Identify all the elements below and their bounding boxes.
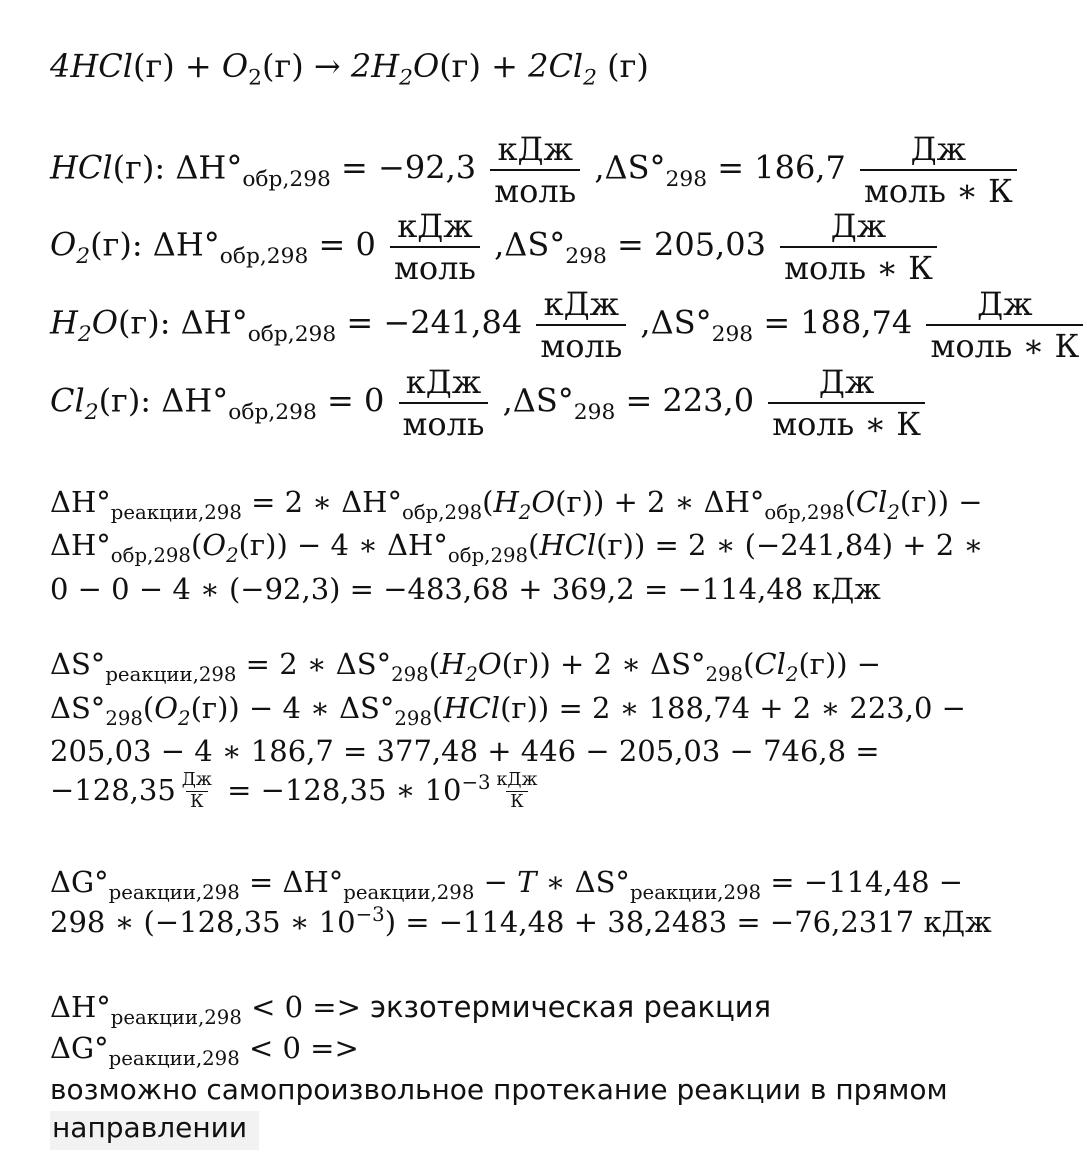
subscript: 2 (226, 543, 239, 567)
substance-row-o2 (50, 207, 941, 287)
equals: = (707, 148, 755, 187)
subscript: обр,298 (401, 500, 483, 524)
delta-s-symbol: ΔS° (574, 865, 630, 899)
expr: − (847, 647, 882, 681)
expr: = −114,48 − (761, 865, 964, 899)
delta-h-symbol: ΔH° (50, 990, 111, 1024)
expr: 205,03 − 4 ∗ 186,7 = 377,48 + 446 − 205,03 − 746,8 = (50, 734, 880, 768)
phase: (г) (238, 528, 277, 562)
expr: 0 − 0 − 4 ∗ (−92,3) = −483,68 + 369,2 = −114,48 кДж (50, 572, 881, 606)
unit-j-per-mol-k (768, 363, 925, 443)
coef: 2 (528, 47, 549, 85)
subscript: обр,298 (228, 400, 317, 426)
expr: = 2 ∗ (236, 647, 336, 681)
unit-den: моль ∗ К (768, 402, 925, 440)
unit-num: Дж (818, 363, 875, 401)
unit-kj-per-mol (490, 130, 580, 210)
reaction-equation (50, 47, 649, 91)
formula: Cl (50, 381, 85, 420)
subscript: 298 (665, 167, 708, 193)
expr: + 2 ∗ (550, 647, 651, 681)
subscript: реакции,298 (110, 1005, 242, 1029)
enthalpy-value: −241,84 (383, 303, 523, 342)
unit-den: моль ∗ К (780, 246, 937, 284)
phase: (г) (500, 691, 538, 725)
delta-s-symbol: ΔS° (604, 148, 666, 187)
phase: (г) (555, 485, 593, 519)
unit-den: моль (490, 169, 580, 207)
delta-h-symbol: ΔH° (152, 225, 220, 264)
expr: − 4 ∗ (239, 691, 340, 725)
subscript: реакции,298 (110, 500, 242, 524)
enthalpy-line-1: $\Delta H^\circ_{реакции,298} = 2$ ∗ $\Delta H^\circ_{обр,298}(H_2O(г)) + 2$ ∗ $\Delta H^\circ_{обр,298}(Cl_2(г))$ − (50, 485, 983, 524)
plus: + (480, 47, 529, 85)
formula-tail: O (477, 647, 502, 681)
conclusion-text: экзотермическая реакция (370, 990, 772, 1024)
subscript: 2 (178, 706, 191, 730)
arrow: → (303, 47, 351, 85)
unit-num: кДж (543, 285, 620, 323)
phase: (г): (98, 381, 162, 420)
subscript: реакции,298 (105, 662, 237, 686)
subscript: обр,298 (110, 543, 191, 567)
unit-num: Дж (830, 207, 887, 245)
substance-row-hcl (50, 130, 1021, 210)
delta-s-symbol: ΔS° (335, 647, 392, 681)
substance-row-cl2 (50, 363, 929, 443)
expr: + 2 ∗ (604, 485, 704, 519)
phase: (г) (899, 485, 938, 519)
unit-kj-per-mol (390, 207, 480, 287)
subscript: 298 (573, 400, 616, 426)
subscript: обр,298 (219, 244, 309, 270)
phase: (г): (112, 148, 176, 187)
expr: − (474, 865, 518, 899)
subscript: реакции,298 (629, 880, 762, 904)
unit-j-per-mol-k (926, 285, 1083, 365)
unit-den: моль ∗ К (860, 169, 1017, 207)
subscript: 298 (391, 662, 429, 686)
unit-num: кДж (496, 770, 538, 790)
phase: (г) (439, 47, 481, 85)
formula-hcl: HCl (70, 47, 133, 85)
delta-h-symbol: ΔH° (180, 303, 248, 342)
unit-num: Дж (977, 285, 1033, 323)
entropy-value: 223,0 (662, 381, 755, 420)
delta-h-symbol: ΔH° (387, 528, 448, 562)
unit-den: моль (399, 402, 489, 440)
exponent: −3 (461, 771, 491, 795)
subscript: обр,298 (247, 322, 337, 348)
unit-num: кДж (497, 130, 573, 168)
expr: = 2 ∗ (−241,84) + 2 ∗ (645, 528, 984, 562)
exponent: −3 (355, 903, 385, 927)
conclusion-text-highlighted: направлении (50, 1111, 259, 1150)
expr: ) = −114,48 + 38,2483 = −76,2317 кДж (384, 905, 992, 939)
delta-s-symbol: ΔS° (50, 647, 106, 681)
enthalpy-line-2: $\Delta H^\circ_{обр,298}(O_2(г)) - 4$ ∗ $\Delta H^\circ_{обр,298}(HCl(г)) = 2$ ∗ (−241,84) + 2 ∗ (50, 528, 984, 567)
conclusion-text-line-1 (50, 1073, 948, 1106)
formula-tail: O (531, 485, 556, 519)
subscript: 2 (465, 662, 478, 686)
comma: , (584, 148, 605, 187)
gibbs-line-1 (50, 865, 964, 904)
unit-den: моль (390, 246, 480, 284)
entropy-value: 205,03 (653, 225, 766, 264)
subscript: 2 (887, 500, 900, 524)
enthalpy-value: 0 (355, 225, 376, 264)
equals: = (606, 225, 654, 264)
unit-den: моль (536, 324, 626, 362)
subscript: реакции,298 (108, 880, 240, 904)
formula: H (50, 303, 78, 342)
conclusion-enthalpy (50, 990, 772, 1029)
equals: = (336, 303, 384, 342)
delta-g-symbol: ΔG° (50, 865, 109, 899)
entropy-line-1: $\Delta S^\circ_{реакции,298} = 2$ ∗ $\Delta S^\circ_{298}(H_2O(г)) + 2$ ∗ $\Delta S^\circ_{298}(Cl_2(г))$ − (50, 647, 882, 686)
delta-s-symbol: ΔS° (650, 647, 706, 681)
conclusion-gibbs (50, 1031, 359, 1070)
delta-s-symbol: ΔS° (504, 225, 566, 264)
formula: Cl (855, 485, 888, 519)
subscript: 2 (583, 65, 597, 91)
subscript: обр,298 (764, 500, 845, 524)
unit-kj-per-mol (536, 285, 626, 365)
formula: O (154, 691, 179, 725)
formula: HCl (443, 691, 501, 725)
unit-num: Дж (910, 130, 967, 168)
unit-num: Дж (181, 770, 212, 790)
formula-tail: O (91, 303, 118, 342)
subscript: 298 (565, 244, 607, 270)
entropy-line-2: $\Delta S^\circ_{298}(O_2(г)) - 4$ ∗ $\Delta S^\circ_{298}(HCl(г)) = 2$ ∗ 188,74 + 2 ∗ 223,0 − (50, 691, 966, 730)
expr: = 2 ∗ (241, 485, 342, 519)
subscript: 298 (394, 706, 432, 730)
delta-s-symbol: ΔS° (339, 691, 395, 725)
phase: (г) (190, 691, 229, 725)
phase: (г) (132, 47, 175, 85)
phase: (г) (261, 47, 304, 85)
comma: , (492, 381, 513, 420)
unit-kj-per-k (493, 772, 542, 812)
subscript: 298 (711, 322, 754, 348)
entropy-line-3 (50, 734, 880, 768)
expr: = (239, 865, 283, 899)
subscript: реакции,298 (108, 1046, 240, 1070)
phase: (г): (90, 225, 153, 264)
conclusion-text: возможно самопроизвольное протекание реакции в прямом (50, 1073, 948, 1106)
delta-h-symbol: ΔH° (50, 485, 111, 519)
subscript: 298 (105, 706, 143, 730)
formula-o2: O (221, 47, 249, 85)
expr: − 4 ∗ (287, 528, 388, 562)
equals: = (330, 148, 379, 187)
delta-s-symbol: ΔS° (512, 381, 574, 420)
unit-kj-per-mol (399, 363, 489, 443)
phase: (г) (597, 47, 649, 85)
plus: + (174, 47, 222, 85)
delta-h-symbol: ΔH° (341, 485, 402, 519)
substance-row-h2o (50, 285, 1087, 365)
temperature-symbol: T (517, 865, 537, 899)
formula: O (50, 225, 77, 264)
unit-den: К (506, 791, 527, 811)
subscript: реакции,298 (343, 880, 475, 904)
delta-h-symbol: ΔH° (161, 381, 229, 420)
unit-den: моль ∗ К (926, 324, 1083, 362)
formula: HCl (539, 528, 597, 562)
formula: Cl (754, 647, 786, 681)
expr: ∗ (536, 865, 575, 899)
delta-g-symbol: ΔG° (50, 1031, 109, 1065)
expr: = 2 ∗ 188,74 + 2 ∗ 223,0 − (549, 691, 966, 725)
subscript: 2 (785, 662, 799, 686)
unit-den: К (186, 791, 207, 811)
phase: (г) (596, 528, 634, 562)
expr: − (949, 485, 983, 519)
conclusion-text-line-2 (50, 1111, 259, 1144)
equals: = (316, 381, 364, 420)
subscript: 2 (76, 244, 91, 270)
unit-num: кДж (405, 363, 482, 401)
delta-h-symbol: ΔH° (282, 865, 344, 899)
enthalpy-value: 0 (363, 381, 385, 420)
formula-cl2: Cl (548, 47, 584, 85)
entropy-value: 186,7 (754, 148, 846, 187)
formula: HCl (50, 148, 113, 187)
relation: < 0 => (241, 990, 371, 1024)
subscript: 298 (705, 662, 744, 686)
formula: H (493, 485, 519, 519)
equals: = (308, 225, 356, 264)
formula-h2o: H (371, 47, 400, 85)
delta-s-symbol: ΔS° (650, 303, 712, 342)
delta-h-symbol: ΔH° (703, 485, 765, 519)
coef: 2 (350, 47, 372, 85)
subscript: 2 (399, 65, 413, 91)
subscript: 2 (84, 400, 99, 426)
subscript: 2 (248, 65, 262, 91)
subscript: 2 (77, 322, 92, 348)
formula-h2o-o: O (412, 47, 440, 85)
delta-h-symbol: ΔH° (175, 148, 243, 187)
relation: < 0 => (239, 1031, 359, 1065)
expr: 298 ∗ (−128,35 ∗ 10 (50, 905, 356, 939)
expr: = −128,35 ∗ 10 (217, 772, 462, 807)
expr: −128,35 (50, 772, 176, 807)
phase: (г) (501, 647, 540, 681)
equals: = (753, 303, 801, 342)
equals: = (615, 381, 663, 420)
subscript: 2 (518, 500, 532, 524)
formula: H (440, 647, 466, 681)
phase: (г) (798, 647, 837, 681)
comma: , (483, 225, 505, 264)
unit-j-per-mol-k (780, 207, 937, 287)
subscript: обр,298 (447, 543, 529, 567)
delta-s-symbol: ΔS° (50, 691, 106, 725)
unit-num: кДж (397, 207, 473, 245)
coef: 4 (50, 47, 71, 85)
delta-h-symbol: ΔH° (50, 528, 111, 562)
entropy-value: 188,74 (800, 303, 913, 342)
phase: (г): (117, 303, 181, 342)
unit-j-per-k (178, 772, 216, 812)
enthalpy-value: −92,3 (378, 148, 477, 187)
formula: O (202, 528, 227, 562)
unit-j-per-mol-k (860, 130, 1017, 210)
comma: , (630, 303, 651, 342)
enthalpy-line-3 (50, 572, 881, 606)
gibbs-line-2 (50, 903, 992, 939)
entropy-line-4 (50, 772, 544, 812)
subscript: обр,298 (242, 167, 331, 193)
